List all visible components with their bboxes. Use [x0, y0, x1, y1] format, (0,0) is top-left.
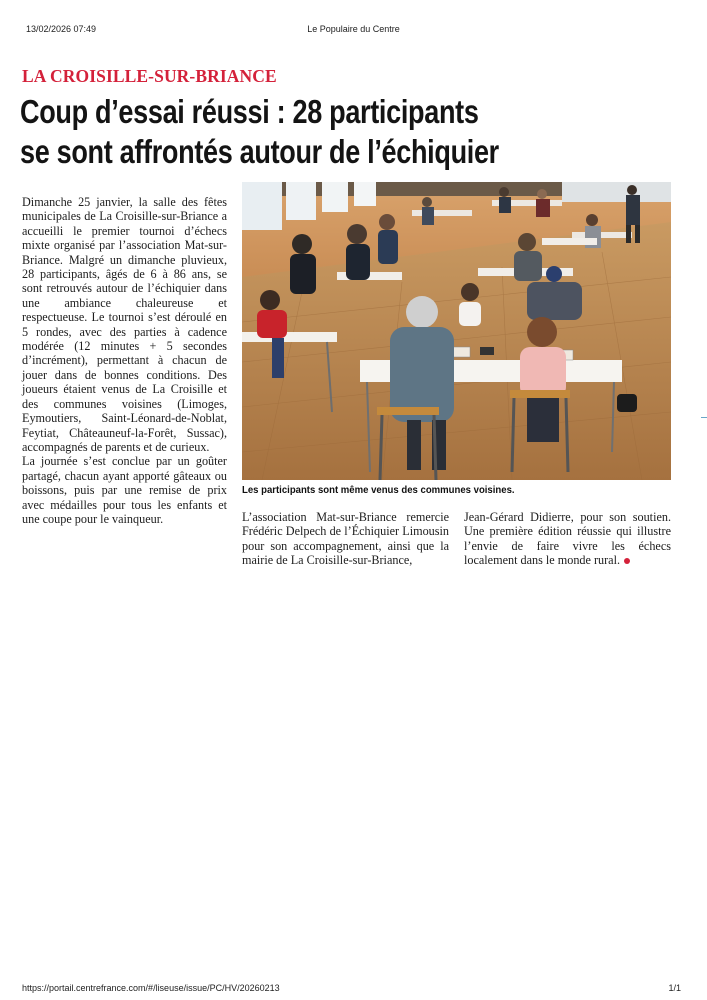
article-end-mark — [624, 558, 630, 564]
scan-edge-mark — [701, 417, 707, 418]
article-headline — [20, 92, 569, 172]
page-number: 1/1 — [668, 983, 681, 993]
article-column-left — [22, 195, 227, 526]
article-paragraph-3-part-2-text: Jean-Gérard Didierre, pour son soutien. Une première édition réussie qui illustre l’envie de faire vivre les échecs localement dans le monde rural. — [464, 510, 671, 568]
article-rubric: LA CROISILLE-SUR-BRIANCE — [22, 66, 277, 86]
article-column-right — [464, 510, 671, 568]
print-url: https://portail.centrefrance.com/#/liseuse/issue/PC/HV/20260213 — [22, 983, 280, 993]
article-paragraph-3-part-1: L’association Mat-sur-Briance remercie Frédéric Delpech de l’Échiquier Limousin pour son accompagnement, ainsi que la mairie de La Croisille-sur-Briance, — [242, 510, 449, 568]
article-column-middle — [242, 510, 449, 568]
article-paragraph-2: La journée s’est conclue par un goûter partagé, chacun ayant apporté gâteaux ou boissons, puis par une remise de prix avec médailles pour tous les enfants et une coupe pour le vainqueur. — [22, 454, 227, 526]
article-paragraph-3-part-2 — [464, 510, 671, 568]
article-photo — [242, 182, 671, 480]
chess-tournament-photo — [242, 182, 671, 480]
headline-line-1: Coup d’essai réussi : 28 participants — [20, 93, 479, 130]
publication-name: Le Populaire du Centre — [307, 24, 400, 34]
photo-caption: Les participants sont même venus des communes voisines. — [242, 485, 515, 496]
article-paragraph-1: Dimanche 25 janvier, la salle des fêtes municipales de La Croisille-sur-Briance a accueilli le premier tournoi d’échecs mixte organisé par l’association Mat-sur-Briance. Malgré un dimanche pluvieux, 28 participants, âgés de 6 à 86 ans, se sont retrouvés autour de l’échiquier dans une ambiance chaleureuse et respectueuse. Le tournoi s’est déroulé en 5 rondes, avec des parties à cadence modérée (12 minutes + 5 secondes d’incrément), permettant à chacun de jouer dans de bonnes conditions. Des joueurs étaient venus de La Croisille et des communes voisines (Limoges, Eymoutiers, Saint-Léonard-de-Noblat, Feytiat, Châteauneuf-la-Forêt, Sussac), accompagnés de parents et de curieux. — [22, 195, 227, 454]
print-header — [26, 24, 681, 38]
headline-line-2: se sont affrontés autour de l’échiquier — [20, 133, 499, 170]
print-datetime: 13/02/2026 07:49 — [26, 24, 97, 34]
